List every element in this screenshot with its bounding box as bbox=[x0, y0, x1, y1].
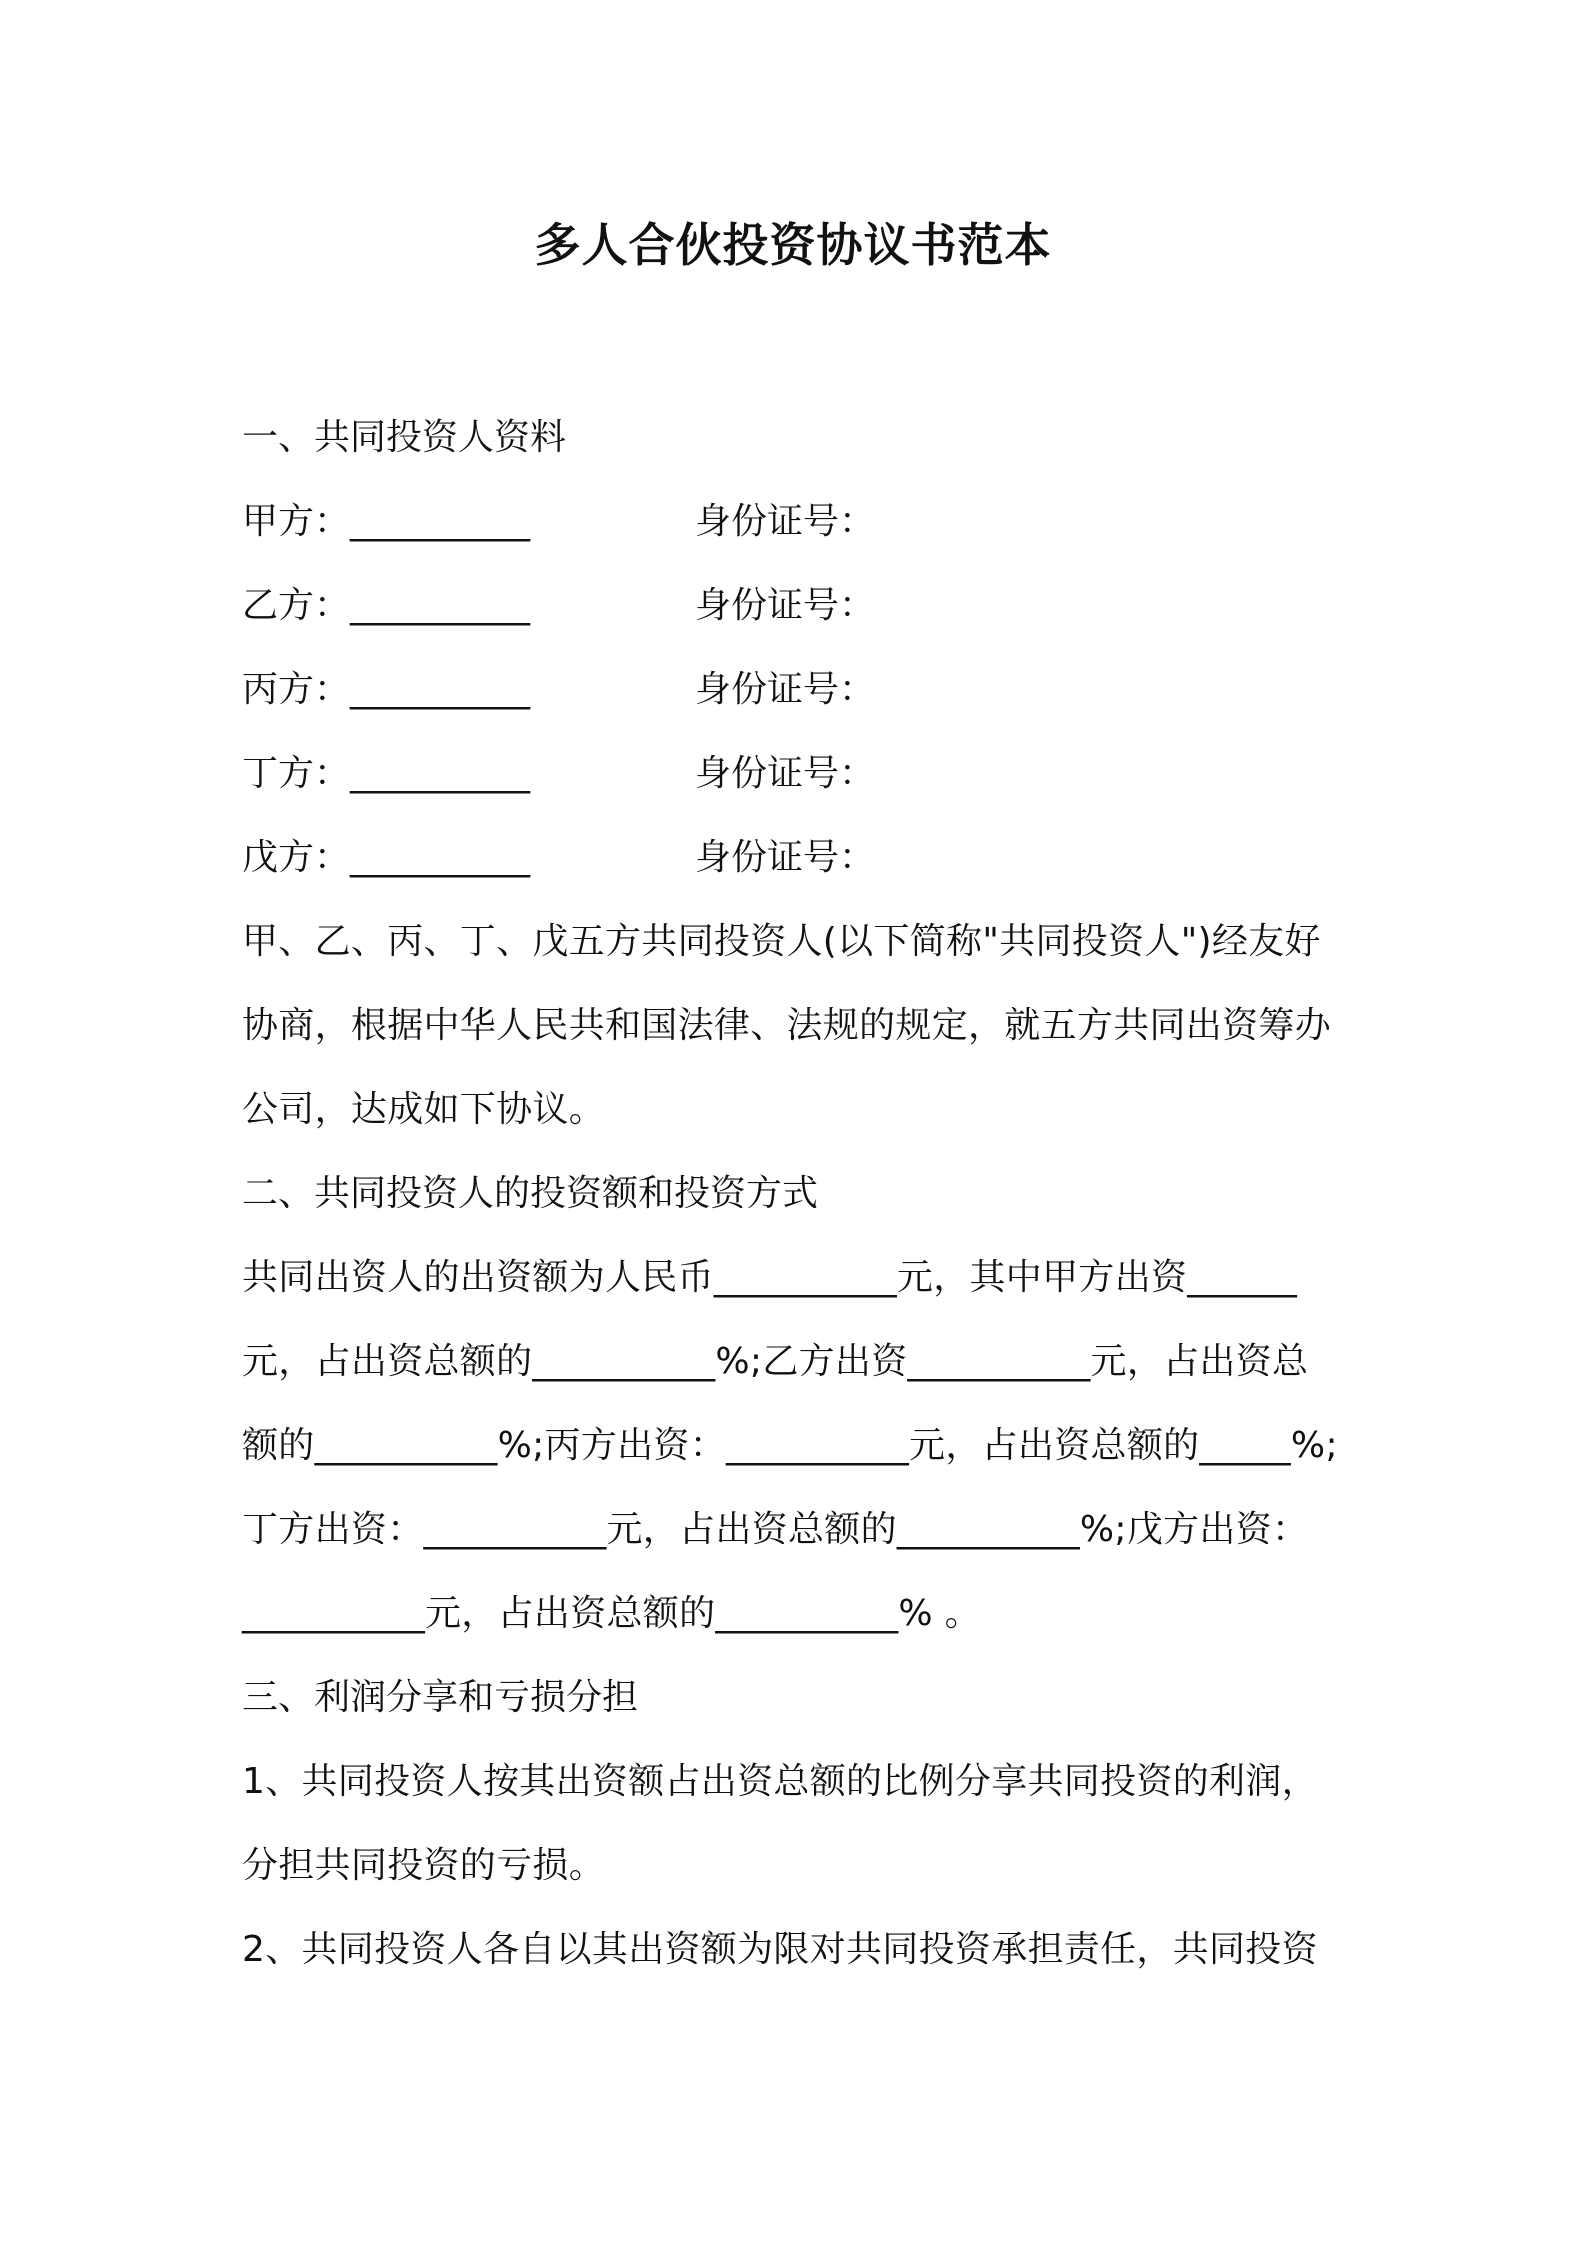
section-heading-investor-info: 一、共同投资人资料 bbox=[242, 417, 567, 458]
profit-line: 1、共同投资人按其出资额占出资总额的比例分享共同投资的利润， bbox=[242, 1761, 1318, 1802]
investment-line: __________元，占出资总额的__________% 。 bbox=[242, 1593, 981, 1634]
section-heading-profit-loss: 三、利润分享和亏损分担 bbox=[242, 1677, 639, 1718]
party-label: 丁方：__________ bbox=[242, 753, 531, 794]
party-label: 乙方：__________ bbox=[242, 585, 531, 626]
party-label: 戊方：__________ bbox=[242, 837, 531, 878]
party-label: 丙方：__________ bbox=[242, 669, 531, 710]
party-label: 甲方：__________ bbox=[242, 501, 531, 542]
intro-line: 协商，根据中华人民共和国法律、法规的规定，就五方共同出资筹办 bbox=[242, 1005, 1332, 1046]
document-title: 多人合伙投资协议书范本 bbox=[534, 218, 1052, 272]
profit-line: 2、共同投资人各自以其出资额为限对共同投资承担责任，共同投资 bbox=[242, 1929, 1318, 1970]
id-number-label: 身份证号： bbox=[695, 753, 876, 794]
investment-line: 共同出资人的出资额为人民币__________元，其中甲方出资______ bbox=[242, 1257, 1298, 1298]
id-number-label: 身份证号： bbox=[695, 585, 876, 626]
intro-line: 甲、乙、丙、丁、戊五方共同投资人(以下简称"共同投资人")经友好 bbox=[242, 921, 1321, 962]
intro-line: 公司，达成如下协议。 bbox=[242, 1089, 606, 1130]
investment-line: 丁方出资：__________元，占出资总额的__________%;戊方出资： bbox=[242, 1509, 1309, 1550]
investment-line: 额的__________%;丙方出资：__________元，占出资总额的_____%; bbox=[242, 1425, 1338, 1466]
section-heading-investment: 二、共同投资人的投资额和投资方式 bbox=[242, 1173, 819, 1214]
id-number-label: 身份证号： bbox=[695, 669, 876, 710]
id-number-label: 身份证号： bbox=[695, 501, 876, 542]
profit-line: 分担共同投资的亏损。 bbox=[242, 1845, 606, 1886]
id-number-label: 身份证号： bbox=[695, 837, 876, 878]
investment-line: 元，占出资总额的__________%;乙方出资__________元，占出资总 bbox=[242, 1341, 1309, 1382]
